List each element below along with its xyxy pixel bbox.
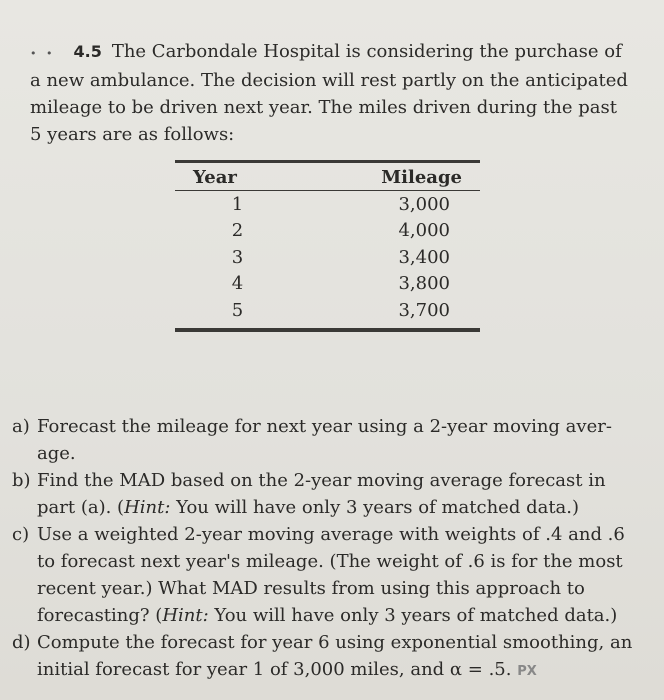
question-text-pre: Use a weighted 2-year moving average with weights of .4 and .6 to forecast next year's mileage. (The weight of .6 is for the most recent year.) What MAD results from using this approach to forecasting? ( xyxy=(37,524,625,626)
table-header-row xyxy=(175,163,480,190)
question-label: b) xyxy=(12,470,31,491)
table-bottom-rule xyxy=(175,328,480,332)
question-text-pre: Find the MAD based on the 2-year moving average forecast in part (a). ( xyxy=(37,470,606,518)
question-label: a) xyxy=(12,416,30,437)
difficulty-dots: • • xyxy=(30,47,56,60)
mileage-table xyxy=(175,160,480,332)
mileage-cell: 3,400 xyxy=(398,246,450,268)
mileage-cell: 4,000 xyxy=(398,220,450,242)
mileage-cell: 3,800 xyxy=(398,273,450,295)
question-label: c) xyxy=(12,524,30,545)
question-text: Forecast the mileage for next year using a 2-year moving aver-age. xyxy=(37,416,612,464)
year-cell: 2 xyxy=(231,220,244,242)
table-row xyxy=(175,271,480,298)
header-year: Year xyxy=(193,167,237,188)
table-row xyxy=(175,297,480,324)
question-list xyxy=(12,413,637,685)
question-b xyxy=(12,467,637,521)
problem-statement xyxy=(30,38,630,148)
px-mark: PX xyxy=(517,664,537,679)
question-a xyxy=(12,413,637,467)
question-d xyxy=(12,629,637,685)
question-c xyxy=(12,521,637,629)
table-row xyxy=(175,244,480,271)
problem-number: 4.5 xyxy=(73,42,102,61)
question-text-post: You will have only 3 years of matched data.) xyxy=(170,497,580,518)
year-cell: 4 xyxy=(231,273,244,295)
header-mileage: Mileage xyxy=(381,167,462,188)
problem-text: The Carbondale Hospital is considering the purchase of a new ambulance. The decision will rest partly on the anticipated mileage to be driven next year. The miles driven during the past 5 years are as follows: xyxy=(30,41,628,145)
table-row xyxy=(175,218,480,245)
table-row xyxy=(175,191,480,218)
question-text-post: You will have only 3 years of matched data.) xyxy=(208,605,618,626)
hint-label: Hint: xyxy=(124,497,171,518)
year-cell: 5 xyxy=(231,299,244,321)
hint-label: Hint: xyxy=(162,605,209,626)
mileage-cell: 3,000 xyxy=(398,193,450,215)
question-label: d) xyxy=(12,632,31,653)
mileage-cell: 3,700 xyxy=(398,299,450,321)
year-cell: 3 xyxy=(231,246,244,268)
question-text: Compute the forecast for year 6 using exponential smoothing, an initial forecast for year 1 of 3,000 miles, and α = .5. xyxy=(37,632,633,680)
year-cell: 1 xyxy=(231,193,244,215)
